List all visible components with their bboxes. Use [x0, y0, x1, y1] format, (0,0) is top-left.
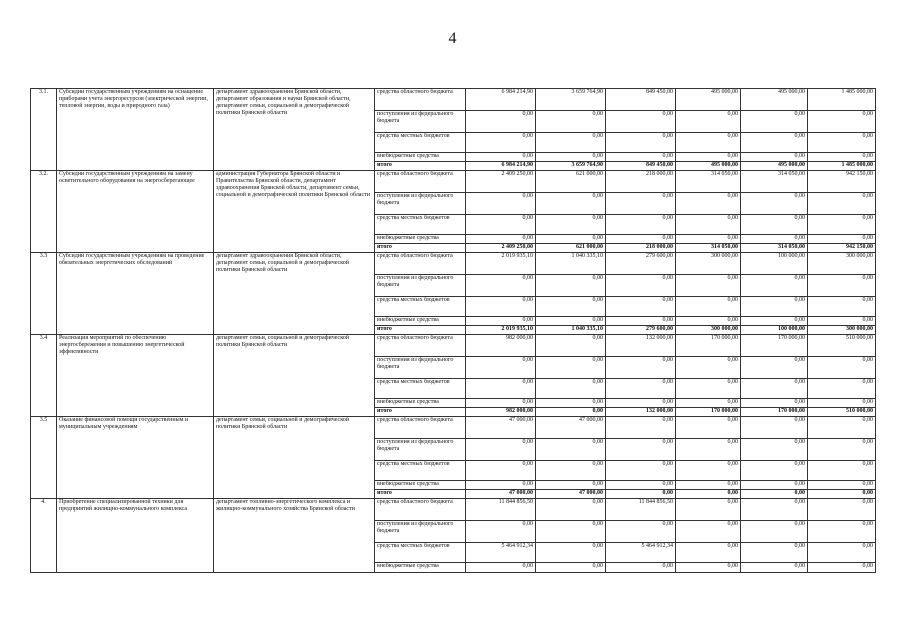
amount-cell: 0,00: [606, 461, 676, 481]
amount-cell: 0,00: [536, 235, 606, 244]
amount-cell: 0,00: [676, 317, 741, 326]
amount-cell: 170 000,00: [741, 408, 808, 417]
amount-cell: 982 000,00: [466, 408, 536, 417]
amount-cell: 0,00: [606, 133, 676, 153]
amount-cell: 0,00: [466, 399, 536, 408]
funding-source: поступления из федерального бюджета: [375, 521, 466, 543]
amount-cell: 0,00: [741, 193, 808, 215]
amount-cell: 0,00: [606, 490, 676, 499]
amount-cell: 0,00: [466, 379, 536, 399]
amount-cell: 0,00: [741, 499, 808, 521]
funding-source: средства областного бюджета: [375, 171, 466, 193]
funding-source: внебюджетные средства: [375, 317, 466, 326]
budget-table: [30, 88, 876, 573]
amount-cell: 300 000,00: [676, 326, 741, 335]
funding-source: поступления из федерального бюджета: [375, 357, 466, 379]
amount-cell: 0,00: [808, 563, 876, 573]
executor: администрация Губернатора Брянской области и Правительства Брянской области, департамент здравоохранения Брянской области, департамент семьи, социальной и демографической политики Брянской области: [214, 171, 375, 253]
amount-cell: 0,00: [606, 481, 676, 490]
amount-cell: 0,00: [466, 439, 536, 461]
amount-cell: 0,00: [606, 379, 676, 399]
funding-source: итого: [375, 408, 466, 417]
amount-cell: 0,00: [676, 461, 741, 481]
funding-source: средства областного бюджета: [375, 335, 466, 357]
amount-cell: 942 150,00: [808, 244, 876, 253]
source-row: [31, 253, 876, 275]
amount-cell: 6 984 214,90: [466, 89, 536, 111]
amount-cell: 0,00: [741, 481, 808, 490]
amount-cell: 0,00: [606, 417, 676, 439]
amount-cell: 0,00: [741, 357, 808, 379]
amount-cell: 0,00: [676, 481, 741, 490]
amount-cell: 0,00: [606, 317, 676, 326]
amount-cell: 279 600,00: [606, 253, 676, 275]
amount-cell: 0,00: [808, 417, 876, 439]
amount-cell: 3 659 764,90: [536, 162, 606, 171]
amount-cell: 0,00: [676, 417, 741, 439]
amount-cell: 0,00: [808, 399, 876, 408]
item-number: 3.2.: [31, 171, 57, 253]
item-number: 4.: [31, 499, 57, 573]
amount-cell: 0,00: [741, 153, 808, 162]
source-row: [31, 171, 876, 193]
amount-cell: 0,00: [466, 275, 536, 297]
measure-name: Приобретение специализированной техники для предприятий жилищно-коммунального комплекса: [57, 499, 214, 573]
amount-cell: 0,00: [606, 193, 676, 215]
amount-cell: 621 000,00: [536, 244, 606, 253]
amount-cell: 621 000,00: [536, 171, 606, 193]
funding-source: внебюджетные средства: [375, 399, 466, 408]
amount-cell: 0,00: [808, 499, 876, 521]
amount-cell: 314 050,00: [741, 244, 808, 253]
amount-cell: 0,00: [676, 111, 741, 133]
amount-cell: 849 450,00: [606, 89, 676, 111]
amount-cell: 314 050,00: [741, 171, 808, 193]
amount-cell: 0,00: [741, 379, 808, 399]
amount-cell: 1 485 000,00: [808, 162, 876, 171]
amount-cell: 2 409 250,00: [466, 171, 536, 193]
measure-name: Субсидии государственным учреждениям на замену осветительного оборудования на энергосберегающее: [57, 171, 214, 253]
funding-source: средства местных бюджетов: [375, 543, 466, 563]
amount-cell: 0,00: [676, 499, 741, 521]
amount-cell: 132 000,00: [606, 408, 676, 417]
amount-cell: 47 000,00: [536, 417, 606, 439]
amount-cell: 0,00: [676, 193, 741, 215]
amount-cell: 47 000,00: [466, 490, 536, 499]
amount-cell: 2 409 250,00: [466, 244, 536, 253]
page-number: 4: [448, 30, 457, 47]
amount-cell: 0,00: [676, 439, 741, 461]
amount-cell: 0,00: [606, 111, 676, 133]
funding-source: итого: [375, 244, 466, 253]
amount-cell: 0,00: [741, 111, 808, 133]
amount-cell: 170 000,00: [676, 335, 741, 357]
amount-cell: 0,00: [536, 543, 606, 563]
amount-cell: 495 000,00: [676, 162, 741, 171]
amount-cell: 0,00: [808, 297, 876, 317]
source-row: [31, 335, 876, 357]
funding-source: средства местных бюджетов: [375, 215, 466, 235]
item-number: 3.5: [31, 417, 57, 499]
amount-cell: 2 019 935,10: [466, 326, 536, 335]
amount-cell: 0,00: [741, 490, 808, 499]
amount-cell: 0,00: [676, 297, 741, 317]
amount-cell: 300 000,00: [676, 253, 741, 275]
amount-cell: 0,00: [606, 215, 676, 235]
amount-cell: 0,00: [808, 543, 876, 563]
amount-cell: 0,00: [536, 399, 606, 408]
amount-cell: 495 000,00: [741, 162, 808, 171]
amount-cell: 218 000,00: [606, 171, 676, 193]
funding-source: поступления из федерального бюджета: [375, 275, 466, 297]
amount-cell: 0,00: [808, 317, 876, 326]
amount-cell: 0,00: [741, 521, 808, 543]
funding-source: средства областного бюджета: [375, 253, 466, 275]
table-body: [31, 89, 876, 573]
measure-name: Оказание финансовой помощи государственным и муниципальным учреждениям: [57, 417, 214, 499]
amount-cell: 0,00: [466, 297, 536, 317]
funding-source: поступления из федерального бюджета: [375, 111, 466, 133]
source-row: [31, 417, 876, 439]
amount-cell: 0,00: [536, 297, 606, 317]
amount-cell: 0,00: [741, 317, 808, 326]
executor: департамент семьи, социальной и демографической политики Брянской области: [214, 417, 375, 499]
amount-cell: 0,00: [606, 399, 676, 408]
amount-cell: 0,00: [676, 490, 741, 499]
amount-cell: 314 050,00: [676, 244, 741, 253]
source-row: [31, 499, 876, 521]
amount-cell: 0,00: [536, 275, 606, 297]
amount-cell: 982 000,00: [466, 335, 536, 357]
amount-cell: 0,00: [536, 439, 606, 461]
funding-source: итого: [375, 326, 466, 335]
amount-cell: 0,00: [808, 439, 876, 461]
amount-cell: 0,00: [741, 133, 808, 153]
amount-cell: 0,00: [466, 461, 536, 481]
amount-cell: 0,00: [676, 563, 741, 573]
amount-cell: 0,00: [606, 235, 676, 244]
amount-cell: 100 000,00: [741, 253, 808, 275]
amount-cell: 0,00: [536, 317, 606, 326]
amount-cell: 279 600,00: [606, 326, 676, 335]
amount-cell: 942 150,00: [808, 171, 876, 193]
amount-cell: 0,00: [466, 481, 536, 490]
amount-cell: 0,00: [808, 235, 876, 244]
amount-cell: 0,00: [466, 317, 536, 326]
amount-cell: 0,00: [606, 439, 676, 461]
amount-cell: 1 485 000,00: [808, 89, 876, 111]
amount-cell: 2 019 935,10: [466, 253, 536, 275]
amount-cell: 0,00: [741, 543, 808, 563]
funding-source: средства местных бюджетов: [375, 297, 466, 317]
measure-name: Реализация мероприятий по обеспечению энергосбережения и повышению энергетической эффективности: [57, 335, 214, 417]
measure-name: Субсидии государственным учреждениям на оснащение приборами учета энергоресурсов (электрической энергии, тепловой энергии, воды и природного газа): [57, 89, 214, 171]
item-number: 3.4: [31, 335, 57, 417]
amount-cell: 100 000,00: [741, 326, 808, 335]
amount-cell: 0,00: [536, 193, 606, 215]
amount-cell: 0,00: [741, 439, 808, 461]
amount-cell: 0,00: [741, 215, 808, 235]
amount-cell: 495 000,00: [676, 89, 741, 111]
amount-cell: 0,00: [676, 235, 741, 244]
amount-cell: 0,00: [741, 399, 808, 408]
executor: департамент здравоохранения Брянской области, департамент образования и науки Брянской области, департамент семьи, социальной и демографической политики Брянской области: [214, 89, 375, 171]
funding-source: итого: [375, 490, 466, 499]
amount-cell: 170 000,00: [741, 335, 808, 357]
funding-source: поступления из федерального бюджета: [375, 193, 466, 215]
amount-cell: 3 659 764,90: [536, 89, 606, 111]
amount-cell: 11 844 856,50: [466, 499, 536, 521]
amount-cell: 0,00: [808, 521, 876, 543]
amount-cell: 0,00: [536, 357, 606, 379]
amount-cell: 0,00: [741, 297, 808, 317]
amount-cell: 300 000,00: [808, 253, 876, 275]
amount-cell: 0,00: [536, 215, 606, 235]
funding-source: итого: [375, 162, 466, 171]
measure-name: Субсидии государственным учреждениям на проведение обязательных энергетических обследований: [57, 253, 214, 335]
amount-cell: 0,00: [676, 153, 741, 162]
amount-cell: 0,00: [676, 133, 741, 153]
amount-cell: 0,00: [808, 111, 876, 133]
amount-cell: 0,00: [676, 357, 741, 379]
amount-cell: 0,00: [808, 153, 876, 162]
amount-cell: 495 000,00: [741, 89, 808, 111]
amount-cell: 0,00: [536, 481, 606, 490]
amount-cell: 0,00: [606, 521, 676, 543]
amount-cell: 0,00: [808, 357, 876, 379]
funding-source: средства областного бюджета: [375, 499, 466, 521]
amount-cell: 5 464 912,34: [466, 543, 536, 563]
amount-cell: 0,00: [606, 153, 676, 162]
amount-cell: 0,00: [536, 335, 606, 357]
funding-source: поступления из федерального бюджета: [375, 439, 466, 461]
funding-source: средства областного бюджета: [375, 417, 466, 439]
amount-cell: 0,00: [466, 193, 536, 215]
amount-cell: 0,00: [676, 543, 741, 563]
funding-source: внебюджетные средства: [375, 481, 466, 490]
source-row: [31, 89, 876, 111]
amount-cell: 218 000,00: [606, 244, 676, 253]
amount-cell: 0,00: [808, 215, 876, 235]
amount-cell: 1 040 335,10: [536, 326, 606, 335]
amount-cell: 0,00: [536, 133, 606, 153]
amount-cell: 0,00: [536, 499, 606, 521]
executor: департамент топливно-энергетического комплекса и жилищно-коммунального хозяйства Брянской области: [214, 499, 375, 573]
amount-cell: 510 000,00: [808, 335, 876, 357]
amount-cell: 0,00: [808, 379, 876, 399]
amount-cell: 0,00: [676, 379, 741, 399]
amount-cell: 0,00: [466, 521, 536, 543]
amount-cell: 0,00: [466, 153, 536, 162]
amount-cell: 0,00: [808, 275, 876, 297]
funding-source: внебюджетные средства: [375, 153, 466, 162]
amount-cell: 300 000,00: [808, 326, 876, 335]
amount-cell: 170 000,00: [676, 408, 741, 417]
executor: департамент здравоохранения Брянской области, департамент семьи, социальной и демографической политики Брянской области: [214, 253, 375, 335]
funding-source: средства местных бюджетов: [375, 461, 466, 481]
amount-cell: 510 000,00: [808, 408, 876, 417]
amount-cell: 0,00: [536, 563, 606, 573]
amount-cell: 0,00: [606, 297, 676, 317]
amount-cell: 47 000,00: [466, 417, 536, 439]
amount-cell: 0,00: [466, 563, 536, 573]
amount-cell: 0,00: [466, 111, 536, 133]
amount-cell: 11 844 856,50: [606, 499, 676, 521]
amount-cell: 0,00: [808, 490, 876, 499]
item-number: 3.1.: [31, 89, 57, 171]
funding-source: внебюджетные средства: [375, 235, 466, 244]
amount-cell: 849 450,00: [606, 162, 676, 171]
amount-cell: 0,00: [536, 408, 606, 417]
amount-cell: 0,00: [741, 417, 808, 439]
amount-cell: 0,00: [808, 481, 876, 490]
item-number: 3.3: [31, 253, 57, 335]
amount-cell: 0,00: [808, 193, 876, 215]
amount-cell: 0,00: [741, 461, 808, 481]
amount-cell: 0,00: [466, 133, 536, 153]
amount-cell: 0,00: [536, 521, 606, 543]
funding-source: средства местных бюджетов: [375, 379, 466, 399]
amount-cell: 0,00: [536, 153, 606, 162]
amount-cell: 0,00: [676, 215, 741, 235]
amount-cell: 0,00: [676, 399, 741, 408]
amount-cell: 0,00: [741, 235, 808, 244]
amount-cell: 0,00: [536, 379, 606, 399]
amount-cell: 0,00: [741, 563, 808, 573]
amount-cell: 0,00: [536, 461, 606, 481]
amount-cell: 0,00: [808, 461, 876, 481]
amount-cell: 0,00: [606, 357, 676, 379]
amount-cell: 5 464 912,34: [606, 543, 676, 563]
amount-cell: 0,00: [466, 215, 536, 235]
funding-source: средства местных бюджетов: [375, 133, 466, 153]
amount-cell: 0,00: [808, 133, 876, 153]
amount-cell: 6 984 214,90: [466, 162, 536, 171]
amount-cell: 0,00: [466, 235, 536, 244]
amount-cell: 47 000,00: [536, 490, 606, 499]
amount-cell: 1 040 335,10: [536, 253, 606, 275]
amount-cell: 314 050,00: [676, 171, 741, 193]
executor: департамент семьи, социальной и демографической политики Брянской области: [214, 335, 375, 417]
amount-cell: 0,00: [536, 111, 606, 133]
amount-cell: 132 000,00: [606, 335, 676, 357]
funding-source: средства областного бюджета: [375, 89, 466, 111]
funding-source: внебюджетные средства: [375, 563, 466, 573]
amount-cell: 0,00: [606, 563, 676, 573]
amount-cell: 0,00: [606, 275, 676, 297]
amount-cell: 0,00: [741, 275, 808, 297]
amount-cell: 0,00: [676, 521, 741, 543]
amount-cell: 0,00: [676, 275, 741, 297]
amount-cell: 0,00: [466, 357, 536, 379]
